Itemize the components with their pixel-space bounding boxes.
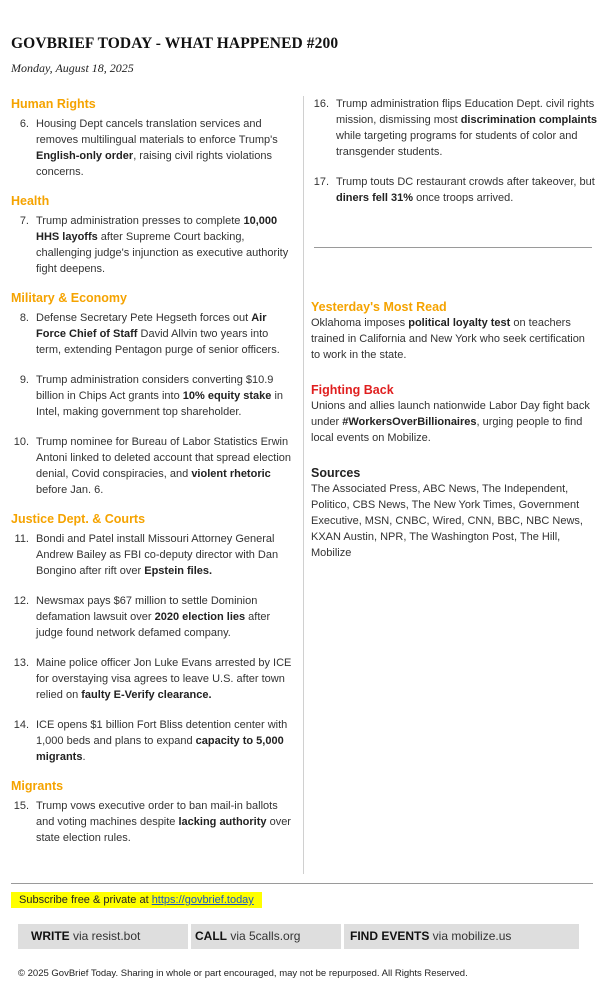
body-text: Maine police officer Jon Luke Evans arrested by ICE for overstaying visa agrees to leave U.S. after town relied on: [36, 657, 292, 701]
body-text: in Intel, making government top shareholder.: [36, 390, 284, 418]
story-item: [11, 213, 294, 277]
left-column: [11, 96, 294, 846]
section-title: Human Rights: [11, 97, 96, 111]
story-number: 16.: [313, 98, 329, 110]
fighting-back-text: [311, 398, 597, 446]
write-cta-label: WRITE: [31, 929, 70, 943]
story-list: [11, 116, 294, 180]
body-text: Trump administration flips Education Dept. civil rights mission, dismissing most: [336, 98, 595, 126]
body-text: Oklahoma imposes: [311, 317, 409, 329]
body-text: David Allvin two years into term, extending Pentagon purge of senior officers.: [36, 328, 280, 356]
news-section: [11, 96, 294, 180]
body-text: Unions and allies launch nationwide Labor Day fight back under: [311, 400, 590, 428]
emphasis-text: English-only order: [36, 150, 134, 162]
story-list: [311, 96, 597, 206]
news-section: [11, 511, 294, 765]
body-text: Trump vows executive order to ban mail-in ballots and voting machines despite: [36, 800, 278, 828]
story-item: [11, 434, 294, 498]
body-text: ICE opens $1 billion Fort Bliss detention center with 1,000 beds and plans to expand: [36, 719, 288, 747]
story-item: [11, 531, 294, 579]
section-title: Migrants: [11, 779, 64, 793]
section-title: Health: [11, 194, 50, 208]
write-cta[interactable]: [18, 924, 188, 949]
story-item: [11, 593, 294, 641]
right-column: [311, 96, 597, 561]
body-text: after judge found network defamed company.: [36, 611, 271, 639]
story-number: 12.: [13, 595, 29, 607]
fighting-back-title: Fighting Back: [311, 383, 394, 397]
emphasis-text: #WorkersOverBillionaires: [342, 416, 477, 428]
emphasis-text: 10% equity stake: [182, 390, 272, 402]
right-column-divider: [314, 247, 592, 248]
news-section: [11, 290, 294, 498]
body-text: Trump nominee for Bureau of Labor Statistics Erwin Antoni linked to deleted account that spread election denial, Covid conspiracies, and: [36, 436, 292, 480]
story-list: [11, 310, 294, 498]
emphasis-text: diners fell 31%: [336, 192, 414, 204]
news-section: [11, 778, 294, 846]
emphasis-text: Air Force Chief of Staff: [36, 312, 267, 340]
story-number: 8.: [19, 312, 29, 324]
story-number: 6.: [19, 118, 29, 130]
body-text: Bondi and Patel install Missouri Attorney General Andrew Bailey as FBI co-deputy director with Dan Bongino after rift over: [36, 533, 279, 577]
section-title: Justice Dept. & Courts: [11, 512, 146, 526]
story-list: [11, 213, 294, 277]
find-events-cta-link: via mobilize.us: [429, 929, 512, 943]
body-text: Housing Dept cancels translation services and removes multilingual materials to enforce Trump's: [36, 118, 278, 146]
story-number: 13.: [13, 657, 29, 669]
most-read-text: [311, 315, 597, 363]
call-cta[interactable]: [191, 924, 341, 949]
story-item: [11, 717, 294, 765]
emphasis-text: capacity to 5,000 migrants: [36, 735, 284, 763]
call-cta-label: CALL: [195, 929, 227, 943]
story-number: 17.: [313, 176, 329, 188]
write-cta-link: via resist.bot: [69, 929, 141, 943]
story-number: 7.: [19, 215, 29, 227]
story-item: [311, 174, 597, 206]
sources-title: Sources: [311, 466, 361, 480]
issue-date: Monday, August 18, 2025: [11, 61, 134, 75]
body-text: on teachers trained in California and New York who seek certification to work in the state.: [311, 317, 585, 361]
copyright-notice: © 2025 GovBrief Today. Sharing in whole or part encouraged, may not be repurposed. All Rights Reserved.: [18, 968, 468, 979]
story-list: [11, 798, 294, 846]
footer-divider: [11, 883, 593, 884]
story-number: 14.: [13, 719, 29, 731]
story-item: [11, 655, 294, 703]
story-number: 10.: [13, 436, 29, 448]
body-text: Trump administration presses to complete: [36, 215, 244, 227]
emphasis-text: Epstein files.: [144, 565, 213, 577]
subscribe-text: Subscribe free & private at: [19, 894, 152, 906]
most-read-title: Yesterday's Most Read: [311, 300, 447, 314]
body-text: Trump administration considers converting $10.9 billion in Chips Act grants into: [36, 374, 274, 402]
body-text: before Jan. 6.: [36, 484, 104, 496]
emphasis-text: lacking authority: [178, 816, 267, 828]
story-number: 15.: [13, 800, 29, 812]
body-text: Trump touts DC restaurant crowds after takeover, but: [336, 176, 595, 188]
emphasis-text: political loyalty test: [408, 317, 511, 329]
call-cta-link: via 5calls.org: [227, 929, 301, 943]
emphasis-text: violent rhetoric: [191, 468, 271, 480]
body-text: , raising civil rights violations concerns.: [36, 150, 272, 178]
body-text: once troops arrived.: [413, 192, 514, 204]
emphasis-text: 2020 election lies: [154, 611, 246, 623]
emphasis-text: discrimination complaints: [460, 114, 598, 126]
column-divider: [303, 96, 304, 874]
subscribe-banner: [11, 892, 262, 908]
body-text: while targeting programs for students of color and transgender students.: [336, 130, 578, 158]
body-text: after Supreme Court backing, challenging judge's injunction as executive authority fight deepens.: [36, 231, 289, 275]
story-item: [311, 96, 597, 160]
news-section: [11, 193, 294, 277]
story-item: [11, 310, 294, 358]
body-text: , urging people to find local events on Mobilize.: [311, 416, 583, 444]
emphasis-text: faulty E-Verify clearance.: [81, 689, 212, 701]
emphasis-text: 10,000 HHS layoffs: [36, 215, 278, 243]
find-events-cta-label: FIND EVENTS: [350, 929, 430, 943]
body-text: Defense Secretary Pete Hegseth forces out: [36, 312, 252, 324]
sources-text: The Associated Press, ABC News, The Independent, Politico, CBS News, The New York Times, Government Executive, MSN, CNBC, Wired, CNN, BBC, NBC News, KXAN Austin, NPR, The Washington Post, The Hill, Mobilize: [311, 483, 583, 559]
story-item: [11, 372, 294, 420]
body-text: .: [82, 751, 86, 763]
body-text: Newsmax pays $67 million to settle Dominion defamation lawsuit over: [36, 595, 258, 623]
newsletter-title: GOVBRIEF TODAY - WHAT HAPPENED #200: [11, 35, 339, 52]
body-text: over state election rules.: [36, 816, 291, 844]
subscribe-link[interactable]: https://govbrief.today: [151, 894, 254, 906]
section-title: Military & Economy: [11, 291, 127, 305]
story-item: [11, 116, 294, 180]
story-list: [11, 531, 294, 765]
story-number: 9.: [19, 374, 29, 386]
find-events-cta[interactable]: [344, 924, 579, 949]
story-number: 11.: [14, 533, 29, 545]
story-item: [11, 798, 294, 846]
